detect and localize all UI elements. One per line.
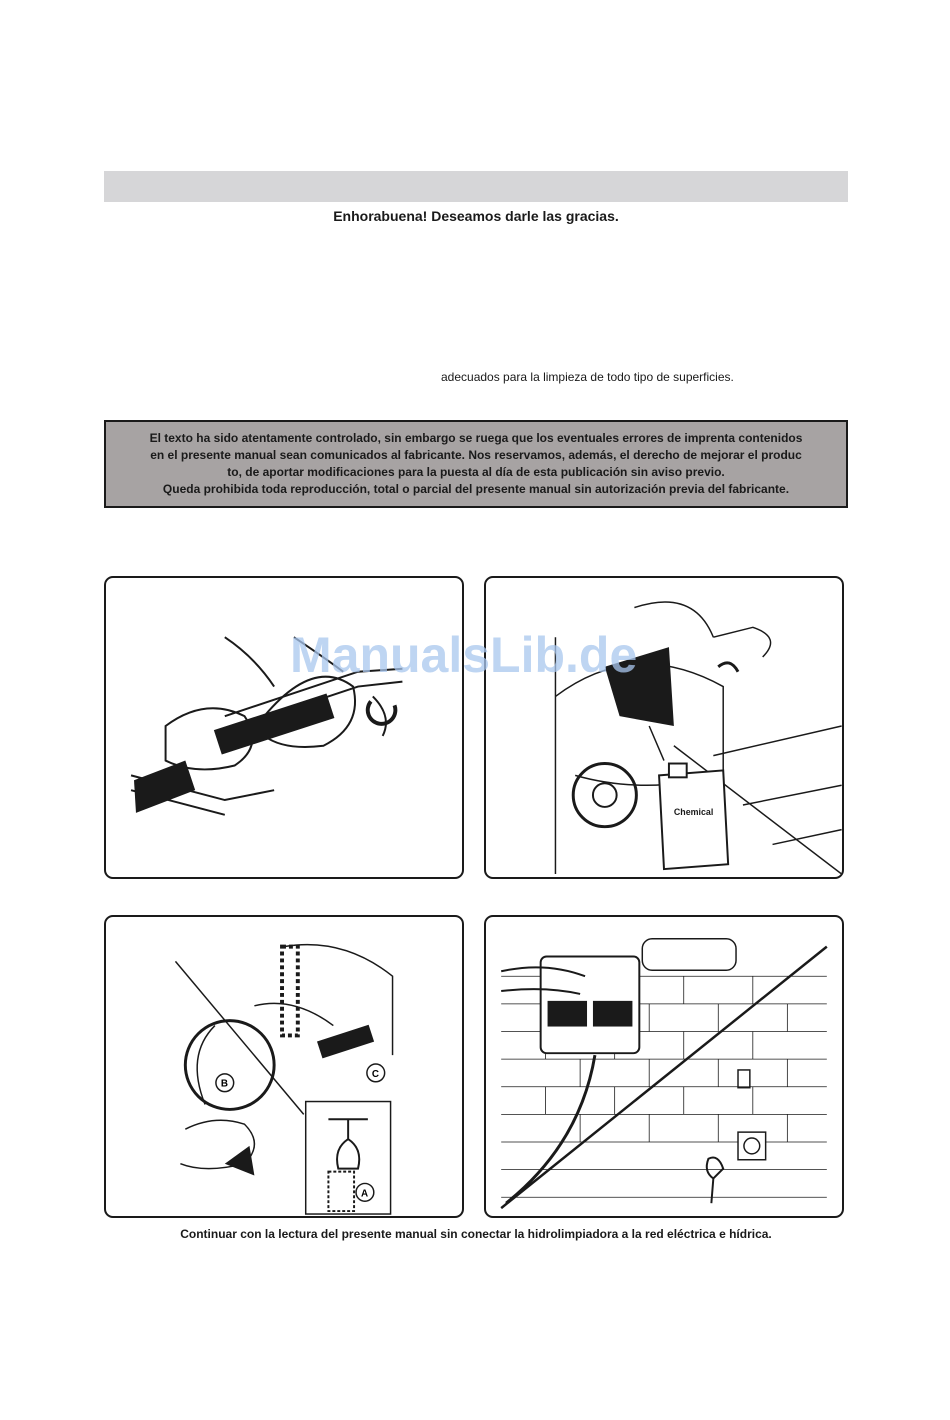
blank-label-bubble [642,939,736,971]
footer-instruction: Continuar con la lectura del presente manual sin conectar la hidrolimpiadora a la red eléctrica e hídrica. [180,1227,772,1241]
illustration-panel-electrical-connection [484,915,844,1218]
illustration-panel-hose-connection [104,915,464,1218]
notice-line: Queda prohibida toda reproducción, total o parcial del presente manual sin autorización previa del fabricante. [162,482,790,496]
section-header-bar [104,171,848,202]
detergent-fill-drawing [486,578,842,877]
callout-c: C [371,1068,379,1080]
illustration-panel-lance-connection [104,576,464,879]
greeting-heading: Enhorabuena! Deseamos darle las gracias. [333,208,619,224]
callout-a: A [360,1188,369,1200]
can-label: Chemical [673,806,714,817]
electrical-connection-drawing [486,917,842,1216]
notice-line: to, de aportar modificaciones para la puesta al día de esta publicación sin aviso previo. [227,465,725,479]
chemical-can [659,764,728,870]
tap-inset [306,1102,391,1214]
manualslib-watermark: ManualsLib.de [290,627,638,683]
notice-line: El texto ha sido atentamente controlado, sin embargo se ruega que los eventuales errores de imprenta contenidos [149,431,803,445]
notice-line: en el presente manual sean comunicados al fabricante. Nos reservamos, además, el derecho de mejorar el produc [150,448,802,462]
hose-connection-drawing [106,917,462,1216]
disclaimer-notice-box [104,420,848,508]
callout-b: B [220,1078,228,1090]
wall-socket [738,1132,766,1160]
lance-connection-drawing [106,578,462,877]
illustration-panel-detergent-fill [484,576,844,879]
intro-text-fragment: adecuados para la limpieza de todo tipo de superficies. [441,370,734,384]
